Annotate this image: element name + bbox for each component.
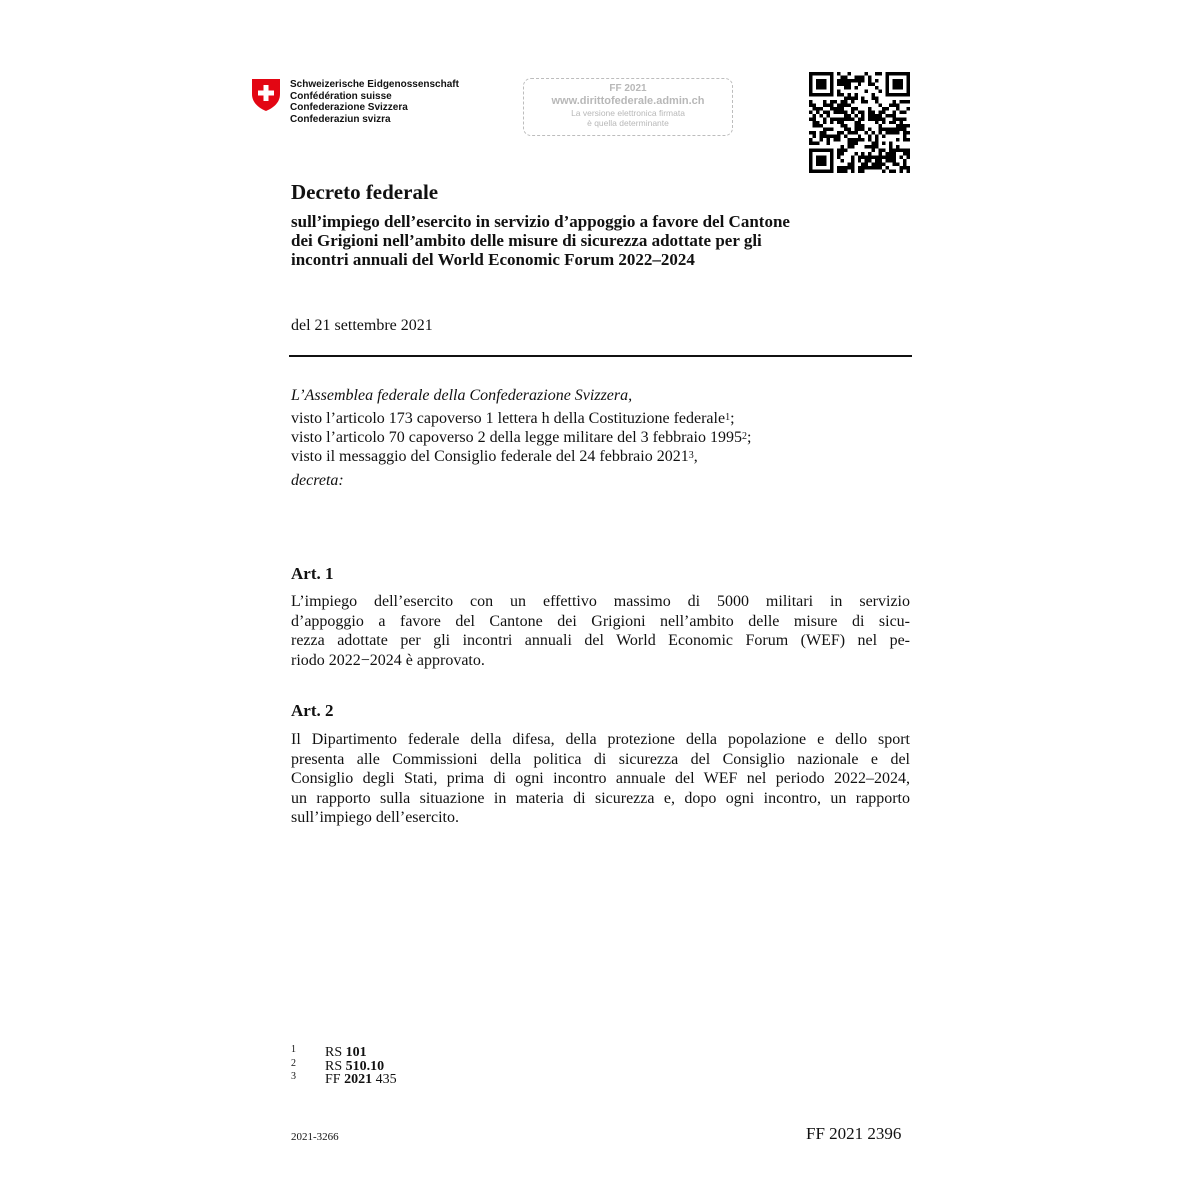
footnote-bold: 510.10 — [345, 1058, 385, 1074]
footnote-text — [325, 1073, 397, 1087]
page-reference: FF 2021 2396 — [806, 1124, 902, 1143]
stamp-line-4: è quella determinante — [587, 118, 669, 128]
article-line: sull’impiego dell’esercito. — [291, 809, 459, 826]
footnote-ref[interactable]: 2 — [741, 431, 747, 442]
article-line: rezza adottate per gli incontri annuali del World Economic Forum (WEF) nel pe- — [291, 632, 910, 649]
consideration-text: visto l’articolo 173 capoverso 1 lettera h della Costituzione federale — [291, 410, 726, 427]
stamp-line-3: La versione elettronica firmata — [571, 108, 685, 118]
confed-name-it: Confederazione Svizzera — [290, 102, 408, 113]
decreta: decreta: — [291, 472, 344, 489]
consideration-line — [291, 428, 911, 447]
document-subtitle — [291, 212, 911, 269]
footnote-bold: 2021 — [344, 1072, 373, 1087]
preamble — [291, 386, 911, 490]
footnote-ref[interactable]: 3 — [688, 450, 694, 461]
assembly-intro: L’Assemblea federale della Confederazione Svizzera, — [291, 387, 633, 404]
footnote-number: 2 — [291, 1057, 296, 1069]
article-1-body — [291, 592, 910, 670]
confed-name-de: Schweizerische Eidgenossenschaft — [290, 79, 459, 90]
confed-name-rm: Confederaziun svizra — [290, 113, 391, 125]
qr-code-icon — [809, 72, 910, 173]
article-line: presenta alle Commissioni della politica di sicurezza del Consiglio nazionale e del — [291, 750, 910, 768]
confederation-names — [290, 79, 459, 125]
consideration-line — [291, 409, 911, 428]
consideration-punct: ; — [746, 429, 752, 446]
article-line: un rapporto sulla situazione in materia di sicurezza e, dopo ogni incontro, un rapporto — [291, 789, 910, 807]
article-line: Il Dipartimento federale della difesa, della protezione della popolazione e dello sport — [291, 731, 910, 748]
footnote-suffix: 435 — [375, 1072, 397, 1087]
stamp-line-2: www.dirittofederale.admin.ch — [551, 95, 705, 107]
consideration-punct: , — [693, 448, 698, 465]
consideration-punct: ; — [730, 410, 735, 427]
article-line: riodo 2022−2024 è approvato. — [291, 651, 485, 669]
article-2-body — [291, 730, 910, 828]
consideration-text: visto il messaggio del Consiglio federale del 24 febbraio 2021 — [291, 448, 689, 465]
document-date: del 21 settembre 2021 — [291, 317, 433, 334]
subtitle-line: dei Grigioni nell’ambito delle misure di sicurezza adottate per gli — [291, 231, 762, 250]
divider — [289, 355, 912, 357]
footnote-prefix: FF — [325, 1072, 341, 1087]
document-id: 2021-3266 — [291, 1131, 339, 1143]
footnote-bold: 101 — [345, 1045, 367, 1060]
article-2-heading: Art. 2 — [291, 701, 334, 720]
article-line: Consiglio degli Stati, prima di ogni incontro annuale del WEF nel periodo 2022–2024, — [291, 770, 910, 787]
confed-name-fr: Confédération suisse — [290, 90, 392, 102]
consideration-text: visto l’articolo 70 capoverso 2 della legge militare del 3 febbraio 1995 — [291, 429, 742, 446]
footnote-prefix: RS — [325, 1045, 343, 1060]
article-1-heading: Art. 1 — [291, 564, 334, 583]
article-line: d’appoggio a favore del Cantone dei Grigioni nell’ambito delle misure di sicu- — [291, 612, 910, 630]
stamp-line-1: FF 2021 — [609, 83, 647, 94]
footnote-number: 1 — [291, 1044, 296, 1055]
footnote-prefix: RS — [325, 1058, 343, 1074]
swiss-coat-of-arms-icon — [251, 78, 281, 112]
footnote-ref[interactable]: 1 — [725, 412, 731, 423]
electronic-signature-stamp — [523, 78, 733, 136]
subtitle-line: incontri annuali del World Economic Forum 2022–2024 — [291, 250, 695, 269]
consideration-line — [291, 447, 911, 466]
document-title: Decreto federale — [291, 180, 439, 204]
article-line: L’impiego dell’esercito con un effettivo massimo di 5000 militari in servizio — [291, 593, 910, 610]
footnote-number: 3 — [291, 1071, 296, 1082]
subtitle-line: sull’impiego dell’esercito in servizio d’appoggio a favore del Cantone — [291, 212, 790, 231]
